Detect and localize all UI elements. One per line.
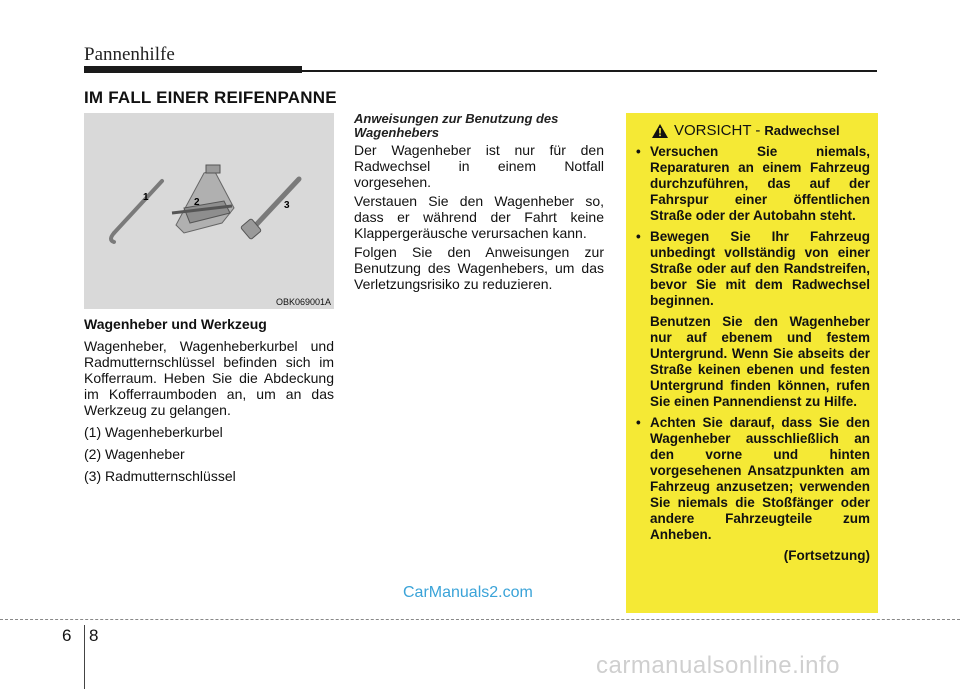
page-number-divider	[84, 625, 85, 689]
list-item: (1) Wagenheberkurbel	[84, 424, 223, 440]
left-column	[84, 316, 334, 490]
watermark-link[interactable]: CarManuals2.com	[403, 584, 533, 601]
page-number: 8	[89, 626, 99, 645]
header-rule-thin	[302, 70, 877, 72]
middle-paragraph: Verstauen Sie den Wagenheber so, dass er während der Fahrt keine Klappergeräusche verursachen kann.	[354, 193, 604, 241]
jack-handle-drawing	[111, 181, 162, 242]
chapter-number: 6	[62, 626, 72, 645]
caution-list	[636, 144, 870, 309]
left-paragraph: Wagenheber, Wagenheberkurbel und Radmutternschlüssel befinden sich im Kofferraum. Heben Sie die Abdeckung im Kofferraumboden an, um an das Werkzeug zu gelangen.	[84, 338, 334, 418]
footer-watermark: carmanualsonline.info	[596, 652, 840, 679]
middle-paragraph: Der Wagenheber ist nur für den Radwechsel in einem Notfall vorgesehen.	[354, 142, 604, 190]
caution-header	[636, 122, 870, 139]
lug-wrench-drawing	[240, 179, 299, 240]
warning-triangle-icon	[652, 124, 668, 138]
tools-illustration	[84, 113, 334, 309]
middle-subtitle: Anweisungen zur Benutzung des Wagenhebers	[354, 111, 559, 140]
caution-subtitle: Radwechsel	[764, 123, 840, 138]
middle-column	[354, 112, 604, 295]
continued-label: (Fortsetzung)	[783, 548, 870, 563]
list-item: (2) Wagenheber	[84, 446, 185, 462]
list-item: (3) Radmutternschlüssel	[84, 468, 236, 484]
section-title: IM FALL EINER REIFENPANNE	[84, 88, 337, 107]
caution-item: • Versuchen Sie niemals, Reparaturen an einem Fahrzeug durchzuführen, das auf der Fahrspur einer öffentlichen Straße oder der Autobahn steht.	[636, 144, 870, 224]
caution-title: VORSICHT -	[674, 122, 761, 139]
figure-label-2: 2	[194, 197, 200, 208]
left-subtitle: Wagenheber und Werkzeug	[84, 316, 267, 332]
page-header-title: Pannenhilfe	[84, 44, 175, 65]
jack-drawing	[172, 165, 234, 233]
caution-item: • Achten Sie darauf, dass Sie den Wagenheber ausschließlich an den vorne und hinten vorgesehenen Ansatzpunkten am Fahrzeug anzusetzen; verwenden Sie niemals die Stoßfänger oder andere Fahrzeugteile zum Anheben.	[636, 415, 870, 543]
figure-caption: OBK069001A	[275, 297, 331, 307]
middle-paragraph: Folgen Sie den Anweisungen zur Benutzung des Wagenhebers, um das Verletzungsrisiko zu reduzieren.	[354, 244, 604, 292]
jack-tools-drawing	[84, 113, 334, 309]
caution-note: Benutzen Sie den Wagenheber nur auf ebenem und festem Untergrund. Wenn Sie abseits der Straße keinen ebenen und festen Untergrund finden können, rufen Sie einen Pannendienst zu Hilfe.	[650, 314, 870, 409]
caution-list-2	[636, 415, 870, 543]
caution-item: • Bewegen Sie Ihr Fahrzeug unbedingt vollständig von einer Straße oder auf den Randstreifen, bevor Sie mit dem Radwechsel beginnen.	[636, 229, 870, 309]
figure-label-3: 3	[284, 200, 290, 211]
caution-box	[626, 113, 878, 613]
figure-label-1: 1	[143, 192, 149, 203]
header-rule-thick	[84, 66, 302, 73]
bottom-rule	[0, 619, 960, 620]
